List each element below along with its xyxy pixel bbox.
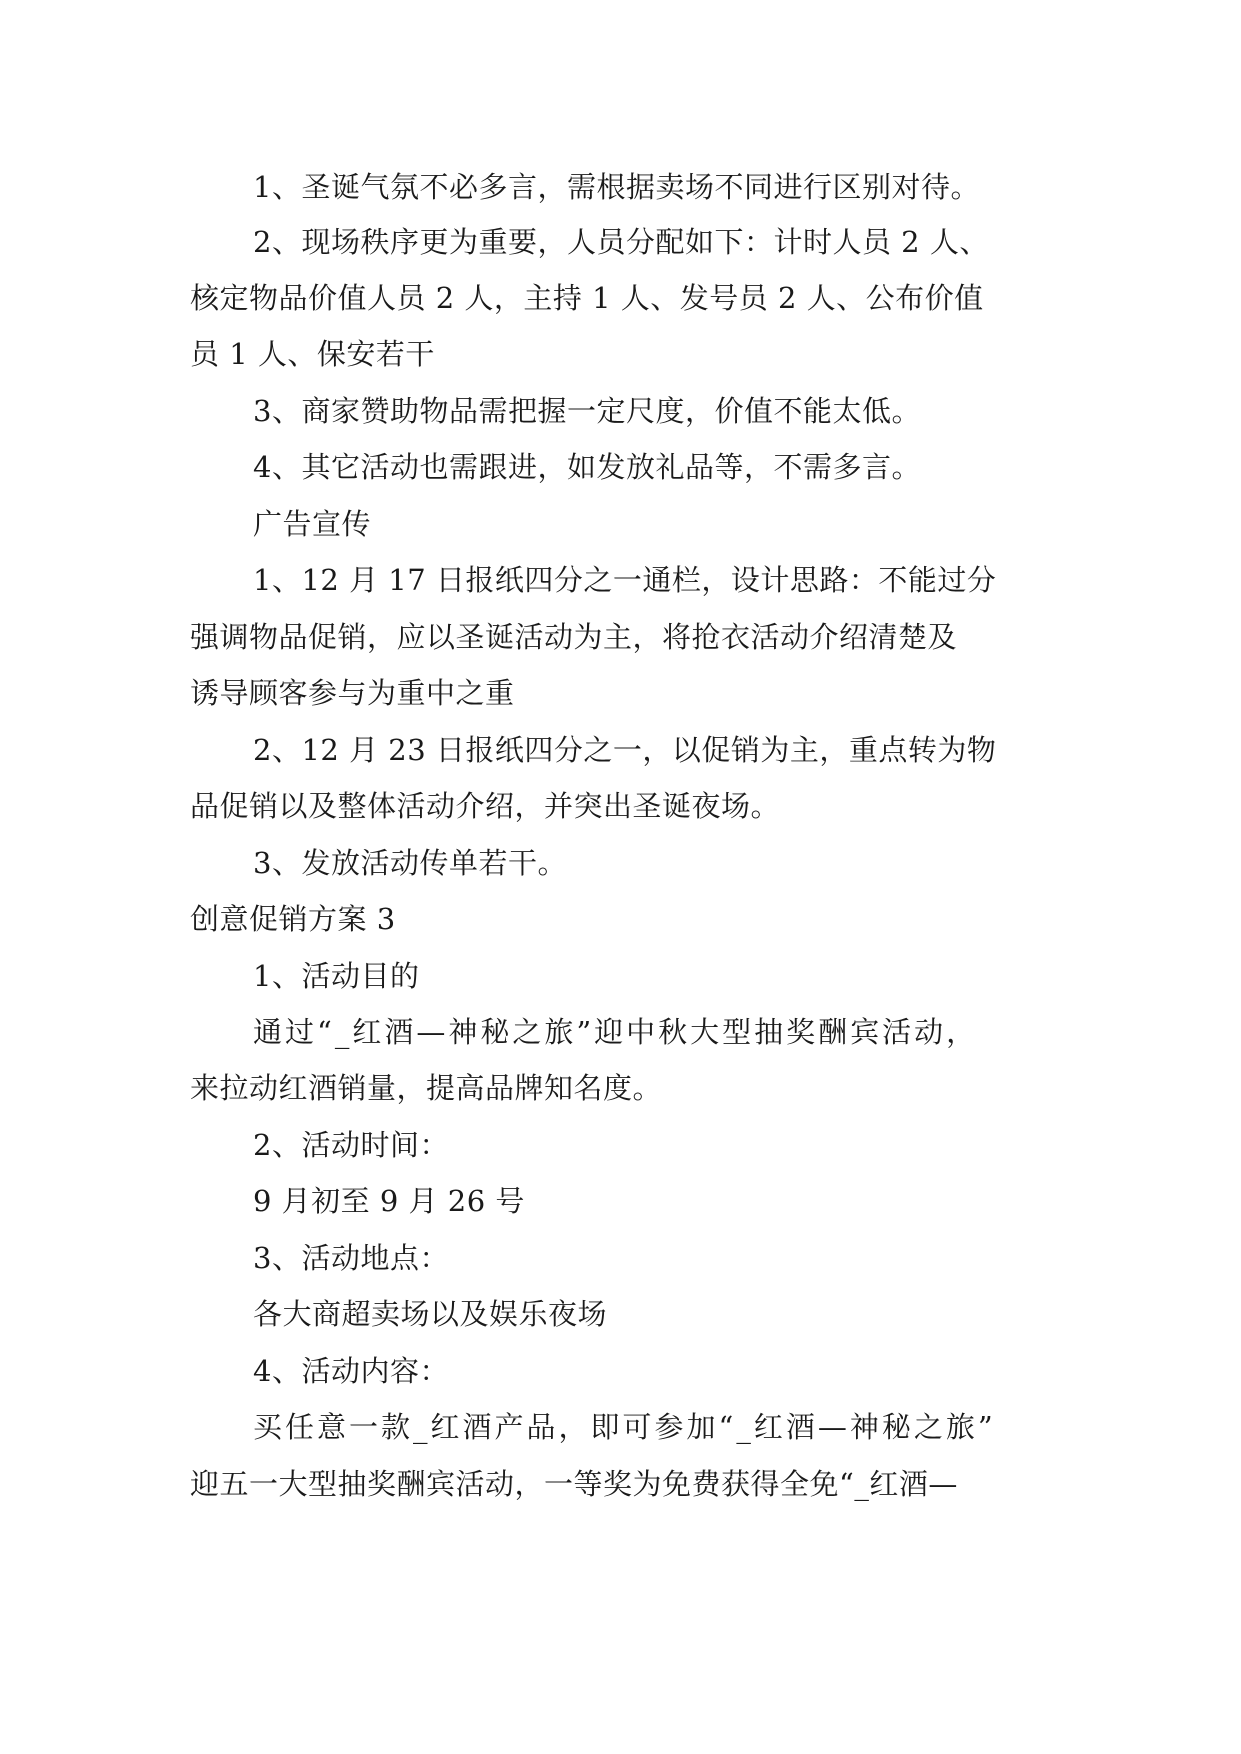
paragraph-line: 通过“_红酒—神秘之旅”迎中秋大型抽奖酬宾活动， — [253, 1015, 979, 1049]
paragraph-line: 诱导顾客参与为重中之重 — [190, 676, 515, 710]
paragraph-line: 1、12 月 17 日报纸四分之一通栏，设计思路：不能过分 — [253, 563, 997, 597]
paragraph-line: 1、圣诞气氛不必多言，需根据卖场不同进行区别对待。 — [253, 170, 980, 204]
paragraph-line: 2、12 月 23 日报纸四分之一，以促销为主，重点转为物 — [253, 733, 997, 767]
paragraph-line: 核定物品价值人员 2 人，主持 1 人、发号员 2 人、公布价值 — [190, 281, 984, 315]
paragraph-line: 各大商超卖场以及娱乐夜场 — [253, 1297, 608, 1331]
paragraph-line: 员 1 人、保安若干 — [190, 337, 435, 371]
paragraph-line: 2、现场秩序更为重要，人员分配如下：计时人员 2 人、 — [253, 225, 989, 259]
paragraph-line: 2、活动时间： — [253, 1128, 449, 1162]
paragraph-line: 3、活动地点： — [253, 1241, 449, 1275]
section-title: 创意促销方案 3 — [190, 902, 396, 936]
paragraph-line: 迎五一大型抽奖酬宾活动，一等奖为免费获得全免“_红酒— — [190, 1467, 958, 1501]
paragraph-line: 强调物品促销，应以圣诞活动为主，将抢衣活动介绍清楚及 — [190, 620, 958, 654]
paragraph-line: 9 月初至 9 月 26 号 — [253, 1184, 525, 1218]
section-heading: 广告宣传 — [253, 507, 372, 541]
paragraph-line: 品促销以及整体活动介绍，并突出圣诞夜场。 — [190, 789, 781, 823]
paragraph-line: 4、活动内容： — [253, 1354, 449, 1388]
paragraph-line: 3、商家赞助物品需把握一定尺度，价值不能太低。 — [253, 394, 921, 428]
paragraph-line: 3、发放活动传单若干。 — [253, 846, 567, 880]
paragraph-line: 1、活动目的 — [253, 959, 420, 993]
paragraph-line: 4、其它活动也需跟进，如发放礼品等，不需多言。 — [253, 450, 921, 484]
paragraph-line: 来拉动红酒销量，提高品牌知名度。 — [190, 1071, 663, 1105]
paragraph-line: 买任意一款_红酒产品，即可参加“_红酒—神秘之旅” — [253, 1410, 996, 1444]
